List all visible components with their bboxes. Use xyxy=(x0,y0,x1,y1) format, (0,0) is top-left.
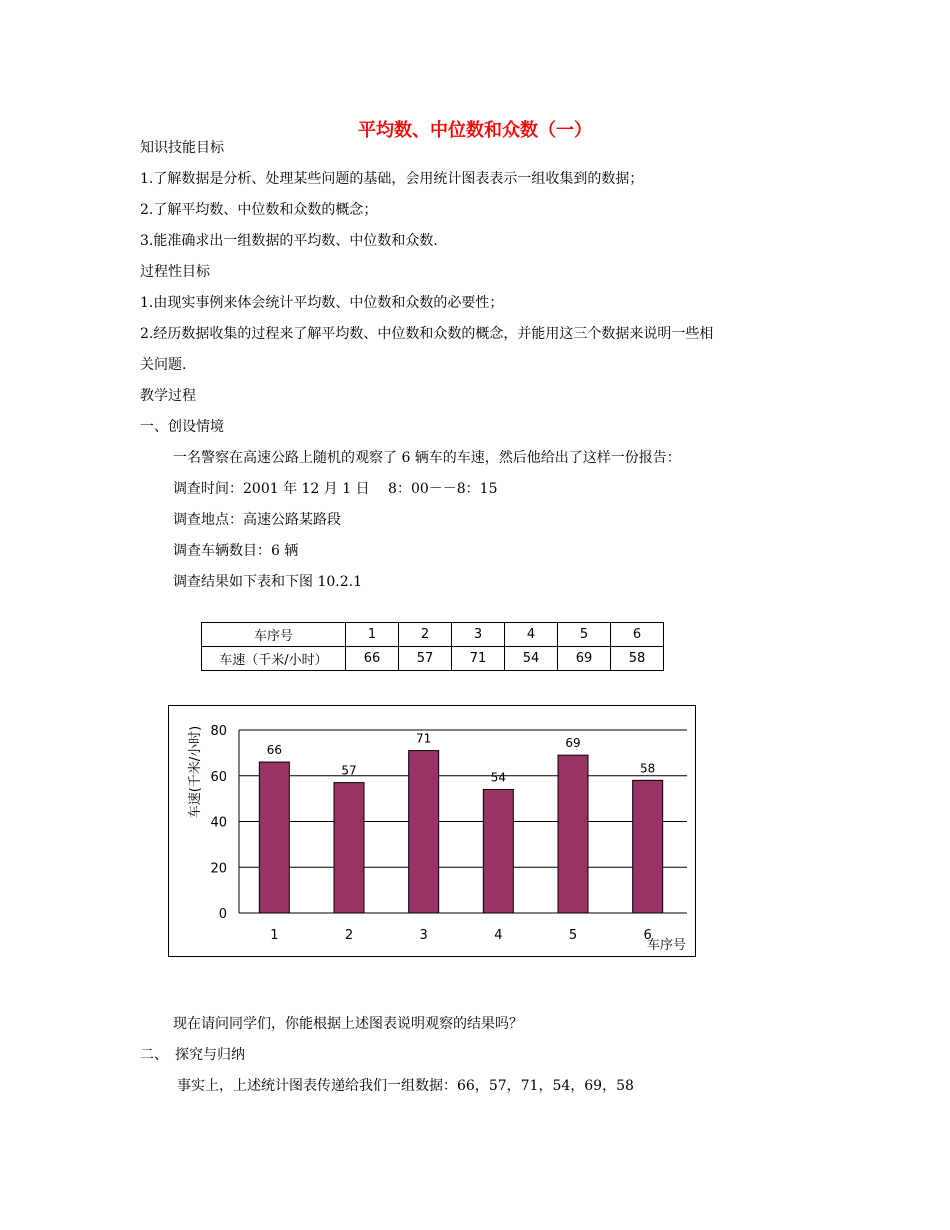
process-item-2-continued: 关问题. xyxy=(140,357,187,373)
y-tick-label: 0 xyxy=(218,907,227,922)
report-location: 调查地点：高速公路某路段 xyxy=(173,512,341,528)
data-label: 66 xyxy=(266,743,282,758)
bar xyxy=(483,789,513,913)
process-item-2: 2.经历数据收集的过程来了解平均数、中位数和众数的概念，并能用这三个数据来说明一些相 xyxy=(140,326,714,342)
bar xyxy=(259,762,289,913)
question-text: 现在请问同学们，你能根据上述图表说明观察的结果吗？ xyxy=(173,1016,523,1032)
y-axis-label: 车速(千米/小时) xyxy=(188,725,203,819)
table-cell: 71 xyxy=(452,647,505,671)
section-heading-teaching: 教学过程 xyxy=(140,388,196,404)
table-header-speed: 车速（千米/小时） xyxy=(202,647,346,671)
bar xyxy=(558,755,588,913)
y-tick-label: 40 xyxy=(210,815,227,831)
y-tick-label: 20 xyxy=(210,861,227,877)
x-tick-label: 2 xyxy=(344,928,354,943)
table-cell: 5 xyxy=(558,623,611,647)
data-label: 57 xyxy=(341,763,357,778)
table-cell: 54 xyxy=(505,647,558,671)
x-tick-label: 1 xyxy=(270,928,279,943)
data-label: 71 xyxy=(416,731,432,746)
x-tick-label: 3 xyxy=(419,928,428,943)
section-heading-process: 过程性目标 xyxy=(140,264,210,280)
skill-item-2: 2.了解平均数、中位数和众数的概念； xyxy=(140,202,378,218)
chart-canvas xyxy=(169,706,695,956)
table-cell: 6 xyxy=(611,623,664,647)
data-label: 58 xyxy=(640,761,656,776)
bar xyxy=(633,780,663,913)
bar xyxy=(334,783,364,913)
data-label: 69 xyxy=(565,736,581,751)
table-cell: 3 xyxy=(452,623,505,647)
speed-table xyxy=(201,622,664,671)
table-cell: 4 xyxy=(505,623,558,647)
skill-item-1: 1.了解数据是分析、处理某些问题的基础，会用统计图表表示一组收集到的数据； xyxy=(140,171,644,187)
table-cell: 69 xyxy=(558,647,611,671)
x-tick-label: 4 xyxy=(494,928,503,943)
table-cell: 58 xyxy=(611,647,664,671)
data-label: 54 xyxy=(490,770,506,785)
table-cell: 1 xyxy=(346,623,399,647)
part2-data-line: 事实上，上述统计图表传递给我们一组数据：66，57，71，54，69，58 xyxy=(177,1078,634,1094)
x-tick-label: 5 xyxy=(568,928,578,943)
table-cell: 2 xyxy=(399,623,452,647)
report-result: 调查结果如下表和下图 10.2.1 xyxy=(173,574,362,590)
table-cell: 57 xyxy=(399,647,452,671)
bar xyxy=(409,751,439,913)
speed-bar-chart xyxy=(168,705,696,957)
part1-heading: 一、创设情境 xyxy=(140,419,224,435)
x-tick-label: 6 xyxy=(643,928,652,943)
skill-item-3: 3.能准确求出一组数据的平均数、中位数和众数． xyxy=(140,233,448,249)
table-row xyxy=(202,623,664,647)
table-cell: 66 xyxy=(346,647,399,671)
report-intro: 一名警察在高速公路上随机的观察了 6 辆车的车速，然后他给出了这样一份报告： xyxy=(173,450,681,466)
y-tick-label: 60 xyxy=(210,769,227,785)
table-header-car-number: 车序号 xyxy=(202,623,346,647)
document-title: 平均数、中位数和众数（一） xyxy=(358,120,592,141)
part2-heading: 二、 探究与归纳 xyxy=(140,1047,245,1063)
report-count: 调查车辆数目：6 辆 xyxy=(173,543,299,559)
x-axis-label: 车序号 xyxy=(647,938,687,953)
section-heading-skills: 知识技能目标 xyxy=(140,140,224,156)
report-time: 调查时间：2001 年 12 月 1 日 8：00－－8：15 xyxy=(173,481,498,497)
process-item-1: 1.由现实事例来体会统计平均数、中位数和众数的必要性； xyxy=(140,295,504,311)
y-tick-label: 80 xyxy=(210,724,227,739)
table-row xyxy=(202,647,664,671)
